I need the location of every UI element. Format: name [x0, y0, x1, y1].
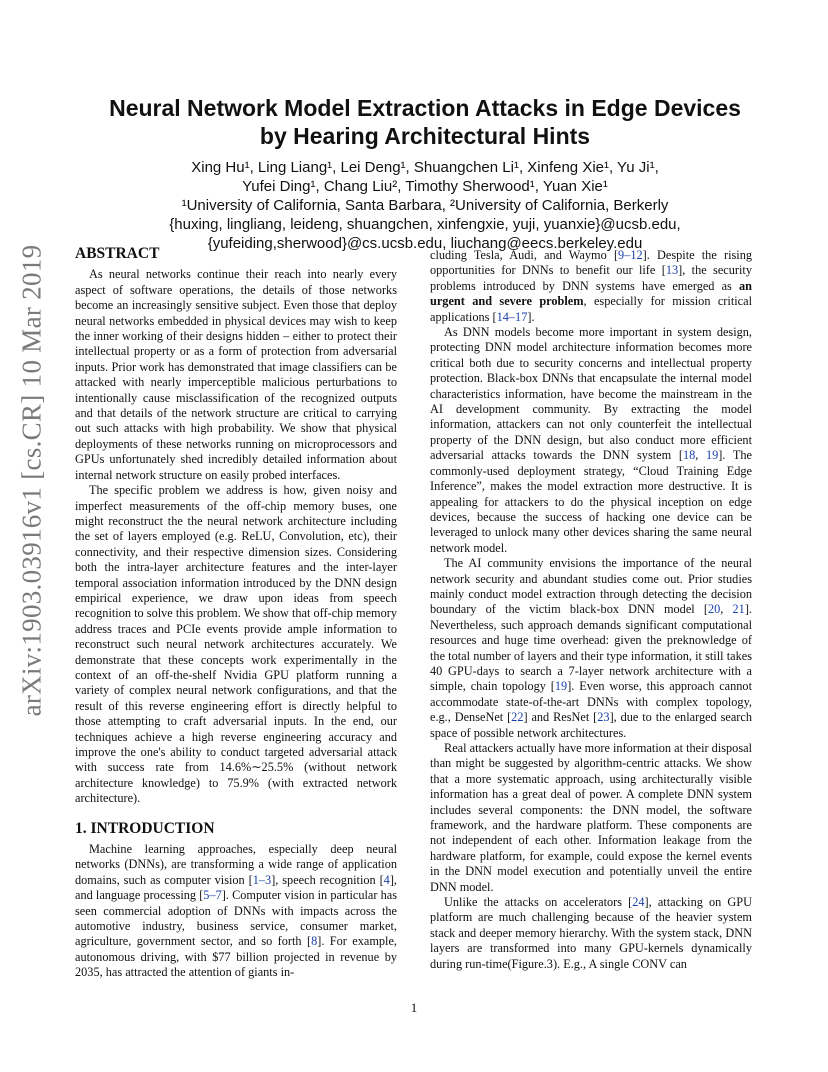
citation-link[interactable]: 4: [383, 872, 390, 887]
text-span: Machine learning approaches, especially deep neural networks (DNNs), are transforming a wide range of application domains, such as computer vision [: [75, 842, 397, 887]
citation-link[interactable]: 13: [665, 263, 679, 278]
citation-link[interactable]: 21: [732, 602, 745, 617]
authors-line-1: Xing Hu¹, Ling Liang¹, Lei Deng¹, Shuangchen Li¹, Xinfeng Xie¹, Yu Ji¹,: [191, 159, 659, 176]
right-column: [430, 248, 752, 972]
text-span: ], and language processing [: [75, 872, 397, 903]
affiliation: ¹University of California, Santa Barbara, ²University of California, Berkerly: [181, 197, 669, 214]
text-span: ].: [527, 309, 535, 324]
title-line-1: Neural Network Model Extraction Attacks in Edge Devices: [109, 95, 741, 121]
body-paragraph: Real attackers actually have more information at their disposal than might be suggested by algorithm-centric attacks. We show that a more systematic approach, using architecturally visible information has a great deal of power. A complete DNN system includes several components: the DNN model, the software framework, and the hardware platform. These components are not independent of each other. Information leakage from the hardware platform, for example, could expose the kernel events in the DNN model execution and potentially unveil the entire DNN model.: [430, 741, 752, 894]
arxiv-id: arXiv:1903.03916v1 [cs.CR] 10 Mar 2019: [16, 244, 47, 716]
page-number: 1: [410, 1000, 418, 1015]
citation-link[interactable]: 9–12: [618, 248, 643, 262]
citation-link[interactable]: 1–3: [252, 872, 272, 887]
text-span: As DNN models become more important in system design, protecting DNN model architecture information becomes more critical both due to security concerns and intellectual property protection. Black-box DNNs that encapsulate the internal model characteristics information, have become the mainstream in the AI development community. By extracting the model information, attackers can not only counterfeit the intellectual property of the DNN design, but also conduct more efficient adversarial attacks towards the DNN system [: [430, 325, 752, 463]
emphasis-text: an urgent and severe problem: [430, 278, 752, 309]
text-span: ], speech recognition [: [271, 872, 384, 887]
citation-link[interactable]: 5–7: [203, 888, 222, 903]
text-span: ]. Even worse, this approach cannot accommodate state-of-the-art DNNs with complex topology, e.g., DenseNet [: [430, 679, 752, 725]
left-column: [75, 246, 397, 981]
abstract-paragraph-2: The specific problem we address is how, given noisy and imperfect measurements of the off-chip memory buses, one might reconstruct the the neural network architecture including the set of layers employed (e.g. ReLU, Convolution, etc), their connectivity, and their respective dimension sizes. Considering both the intra-layer architecture features and the inter-layer temporal association information introduced by the DNN design empirical experience, we draw upon ideas from speech recognition to solve this problem. We show that off-chip memory address traces and PCIe events provide ample information to reconstruct such neural network architectures accurately. We demonstrate that these concepts work experimentally in the context of an off-the-shelf Nvidia GPU platform running a variety of complex neural network configurations, and that the result of this reverse engineering effort is directly helpful to those attempting to craft adversarial inputs. In the end, our techniques achieve a high reverse engineering accuracy and improve the one's ability to conduct targeted adversarial attack with success rate from 14.6%∼25.5% (without network architecture knowledge) to 75.9% (with extracted network architecture).: [75, 483, 397, 806]
text-span: ]. Despite the rising opportunities for DNNs to benefit our life [: [430, 248, 752, 278]
introduction-heading: 1. INTRODUCTION: [75, 819, 215, 837]
text-span: ]. Nevertheless, such approach demands significant computational resources and huge time overhead: given the preknowledge of the total number of layers and their type information, it still takes 40 GPU-days to search a 7-layer network architecture with a simple, chain topology [: [430, 602, 752, 694]
text-span: ] and ResNet [: [523, 710, 598, 725]
text-span: ]. The commonly-used deployment strategy, “Cloud Training Edge Inference”, makes the model extraction more destructive. It is appealing for attackers to do the physical inception on edge devices, because the success of hacking one device can be leveraged to unlock many other devices sharing the same neural network model.: [430, 448, 753, 555]
paper-header: [60, 94, 790, 253]
citation-link[interactable]: 22: [511, 710, 524, 725]
body-paragraph: [430, 248, 752, 325]
abstract-paragraph-1: As neural networks continue their reach into nearly every aspect of software operations, the details of those networks become an increasingly sensitive subject. Even those that deploy neural networks embedded in physical devices may wish to keep the inner working of their designs hidden – either to protect their intellectual property or as a form of protection from adversarial inputs. Prior work has demonstrated that image classifiers can be attacked with nearly imperceptible malicious perturbations to intentionally cause misclassification of the recognized outputs and that details of the network structure are critical to carrying out such attacks with high probability. We show that physical deployments of these networks running on microprocessors and GPUs unfortunately shed incredibly detailed information about internal network structure on easily probed interfaces.: [75, 267, 397, 482]
abstract-heading: ABSTRACT: [75, 245, 160, 262]
email-line-2: {yufeiding,sherwood}@cs.ucsb.edu, liuchang@eecs.berkeley.edu: [207, 235, 643, 252]
citation-link[interactable]: 24: [632, 895, 645, 910]
email-line-1: {huxing, lingliang, leideng, shuangchen, xinfengxie, yuji, yuanxie}@ucsb.edu,: [169, 216, 681, 233]
text-span: ], the security problems introduced by DNN systems have emerged as: [430, 263, 752, 293]
citation-link[interactable]: 14–17: [496, 309, 528, 324]
text-span: ], attacking on GPU platform are much challenging because of the heavier system stack and deeper memory hierarchy. With the system stack, DNN layers are transformed into many GPU-kernels dynamically during run-time(Figure.3). E.g., A single CONV can: [430, 895, 752, 971]
text-span: Unlike the attacks on accelerators [: [444, 895, 633, 910]
text-span: ]. For example, autonomous driving, with $77 billion projected in revenue by 2035, has attracted the attention of giants in-: [75, 934, 397, 980]
intro-paragraph-1: [75, 842, 397, 981]
citation-link[interactable]: 23: [597, 710, 610, 725]
citation-link[interactable]: 18: [682, 448, 696, 463]
text-span: ], due to the enlarged search space of possible network architectures.: [430, 710, 752, 740]
text-span: ,: [695, 448, 706, 463]
text-span: The AI community envisions the importance of the neural network security and abundant studies come out. Prior studies mainly conduct model extraction through detecting the decision boundary of the victim black-box DNN model [: [430, 556, 752, 617]
authors-line-2: Yufei Ding¹, Chang Liu², Timothy Sherwood¹, Yuan Xie¹: [242, 178, 608, 195]
body-paragraph: [430, 895, 752, 972]
text-span: , especially for mission critical applications [: [430, 294, 752, 324]
title-line-2: by Hearing Architectural Hints: [259, 123, 591, 149]
author-list: [60, 158, 790, 196]
body-paragraph: [430, 325, 752, 556]
citation-link[interactable]: 19: [554, 679, 568, 694]
text-span: cluding Tesla, Audi, and Waymo [: [430, 248, 619, 262]
text-span: ]. Computer vision in particular has seen commercial adoption of DNNs with impacts across the automotive industry, business service, consumer market, agriculture, government sector, and so forth [: [75, 888, 397, 949]
paper-title: [60, 94, 790, 150]
citation-link[interactable]: 8: [311, 934, 318, 949]
citation-link[interactable]: 19: [705, 448, 719, 463]
citation-link[interactable]: 20: [707, 602, 721, 617]
body-paragraph: [430, 556, 752, 741]
text-span: ,: [720, 602, 733, 617]
arxiv-stamp: [12, 244, 52, 716]
